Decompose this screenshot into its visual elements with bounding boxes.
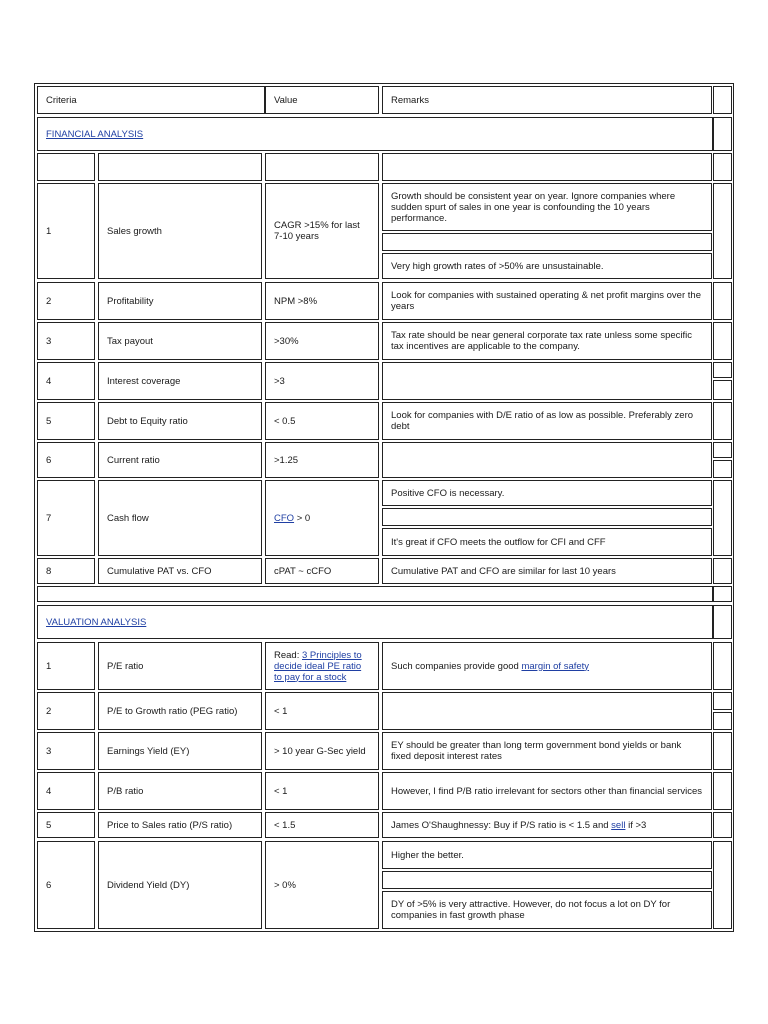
row-number: 3 — [37, 322, 95, 360]
row-number: 1 — [37, 183, 95, 279]
remark-ps-suffix: if >3 — [625, 819, 647, 831]
section-edge-cell — [713, 117, 732, 151]
criteria-pb-ratio: P/B ratio — [98, 772, 262, 810]
criteria-interest-coverage: Interest coverage — [98, 362, 262, 400]
value-dividend-yield: > 0% — [265, 841, 379, 929]
criteria-pe-ratio: P/E ratio — [98, 642, 262, 690]
row-number: 4 — [37, 362, 95, 400]
value-pe-ratio — [265, 642, 379, 690]
row-edge-cell — [713, 642, 732, 690]
row-number: 3 — [37, 732, 95, 770]
criteria-cumulative-pat: Cumulative PAT vs. CFO — [98, 558, 262, 584]
empty-cell — [713, 153, 732, 181]
remark-current-ratio — [382, 442, 712, 478]
remark-sales-growth-1: Growth should be consistent year on year. Ignore companies where sudden spurt of sales in one year is confounding the 10 years performance. — [382, 183, 712, 231]
empty-cell — [382, 871, 712, 889]
value-tax-payout: >30% — [265, 322, 379, 360]
value-debt-equity: < 0.5 — [265, 402, 379, 440]
value-peg-ratio: < 1 — [265, 692, 379, 730]
row-number: 8 — [37, 558, 95, 584]
criteria-sales-growth: Sales growth — [98, 183, 262, 279]
empty-cell — [382, 508, 712, 526]
value-current-ratio: >1.25 — [265, 442, 379, 478]
header-criteria: Criteria — [37, 86, 265, 114]
row-edge-cell — [713, 841, 732, 929]
remark-cash-flow-1: Positive CFO is necessary. — [382, 480, 712, 506]
row-number: 6 — [37, 841, 95, 929]
cfo-link[interactable]: CFO — [274, 512, 295, 524]
remark-peg-ratio — [382, 692, 712, 730]
section-edge-cell — [713, 605, 732, 639]
row-edge-cell — [713, 558, 732, 584]
valuation-analysis-link[interactable]: VALUATION ANALYSIS — [46, 616, 147, 628]
value-pe-prefix: Read: — [274, 649, 302, 661]
remark-pe-prefix: Such companies provide good — [391, 660, 522, 672]
row-number: 7 — [37, 480, 95, 556]
row-edge-cell — [713, 402, 732, 440]
sell-link[interactable]: sell — [611, 819, 626, 831]
row-number: 2 — [37, 692, 95, 730]
value-earnings-yield: > 10 year G-Sec yield — [265, 732, 379, 770]
financial-section-header — [37, 117, 713, 151]
row-edge-cell — [713, 480, 732, 556]
row-edge-cell — [713, 692, 732, 710]
remark-pb-ratio: However, I find P/B ratio irrelevant for sectors other than financial services — [382, 772, 712, 810]
remark-debt-equity: Look for companies with D/E ratio of as low as possible. Preferably zero debt — [382, 402, 712, 440]
header-value: Value — [265, 86, 379, 114]
empty-cell — [382, 233, 712, 251]
remark-sales-growth-2: Very high growth rates of >50% are unsustainable. — [382, 253, 712, 279]
empty-cell — [37, 153, 95, 181]
remark-dividend-yield-1: Higher the better. — [382, 841, 712, 869]
row-edge-cell — [713, 772, 732, 810]
criteria-dividend-yield: Dividend Yield (DY) — [98, 841, 262, 929]
criteria-debt-equity: Debt to Equity ratio — [98, 402, 262, 440]
criteria-ps-ratio: Price to Sales ratio (P/S ratio) — [98, 812, 262, 838]
row-edge-cell — [713, 712, 732, 730]
row-edge-cell — [713, 282, 732, 320]
row-edge-cell — [713, 732, 732, 770]
remark-earnings-yield: EY should be greater than long term government bond yields or bank fixed deposit interest rates — [382, 732, 712, 770]
row-number: 2 — [37, 282, 95, 320]
valuation-section-header — [37, 605, 713, 639]
remark-tax-payout: Tax rate should be near general corporate tax rate unless some specific tax incentives are applicable to the company. — [382, 322, 712, 360]
criteria-peg-ratio: P/E to Growth ratio (PEG ratio) — [98, 692, 262, 730]
empty-cell — [265, 153, 379, 181]
remark-interest-coverage — [382, 362, 712, 400]
header-remarks: Remarks — [382, 86, 712, 114]
row-edge-cell — [713, 442, 732, 458]
remark-ps-prefix: James O'Shaughnessy: Buy if P/S ratio is < 1.5 and — [391, 819, 612, 831]
row-edge-cell — [713, 812, 732, 838]
criteria-tax-payout: Tax payout — [98, 322, 262, 360]
header-edge-cell — [713, 86, 732, 114]
remark-dividend-yield-2: DY of >5% is very attractive. However, do not focus a lot on DY for companies in fast growth phase — [382, 891, 712, 929]
row-number: 6 — [37, 442, 95, 478]
row-edge-cell — [713, 460, 732, 478]
remark-cumulative-pat: Cumulative PAT and CFO are similar for last 10 years — [382, 558, 712, 584]
criteria-current-ratio: Current ratio — [98, 442, 262, 478]
value-cash-flow-text: > 0 — [294, 512, 311, 524]
criteria-earnings-yield: Earnings Yield (EY) — [98, 732, 262, 770]
remark-profitability: Look for companies with sustained operating & net profit margins over the years — [382, 282, 712, 320]
criteria-profitability: Profitability — [98, 282, 262, 320]
criteria-cash-flow: Cash flow — [98, 480, 262, 556]
margin-of-safety-link[interactable]: margin of safety — [521, 660, 590, 672]
remark-ps-ratio — [382, 812, 712, 838]
value-pb-ratio: < 1 — [265, 772, 379, 810]
value-sales-growth: CAGR >15% for last 7-10 years — [265, 183, 379, 279]
remark-pe-ratio — [382, 642, 712, 690]
row-number: 1 — [37, 642, 95, 690]
value-profitability: NPM >8% — [265, 282, 379, 320]
pe-principles-link[interactable]: 3 Principles to decide ideal PE ratio to pay for a stock — [274, 649, 362, 683]
row-number: 5 — [37, 812, 95, 838]
empty-cell — [382, 153, 712, 181]
row-edge-cell — [713, 586, 732, 602]
value-cash-flow — [265, 480, 379, 556]
financial-analysis-link[interactable]: FINANCIAL ANALYSIS — [46, 128, 144, 140]
value-interest-coverage: >3 — [265, 362, 379, 400]
value-ps-ratio: < 1.5 — [265, 812, 379, 838]
row-edge-cell — [713, 183, 732, 279]
remark-cash-flow-2: It's great if CFO meets the outflow for CFI and CFF — [382, 528, 712, 556]
row-number: 4 — [37, 772, 95, 810]
row-edge-cell — [713, 380, 732, 400]
row-edge-cell — [713, 362, 732, 378]
row-number: 5 — [37, 402, 95, 440]
spacer-row — [37, 586, 713, 602]
row-edge-cell — [713, 322, 732, 360]
value-cumulative-pat: cPAT ~ cCFO — [265, 558, 379, 584]
empty-cell — [98, 153, 262, 181]
